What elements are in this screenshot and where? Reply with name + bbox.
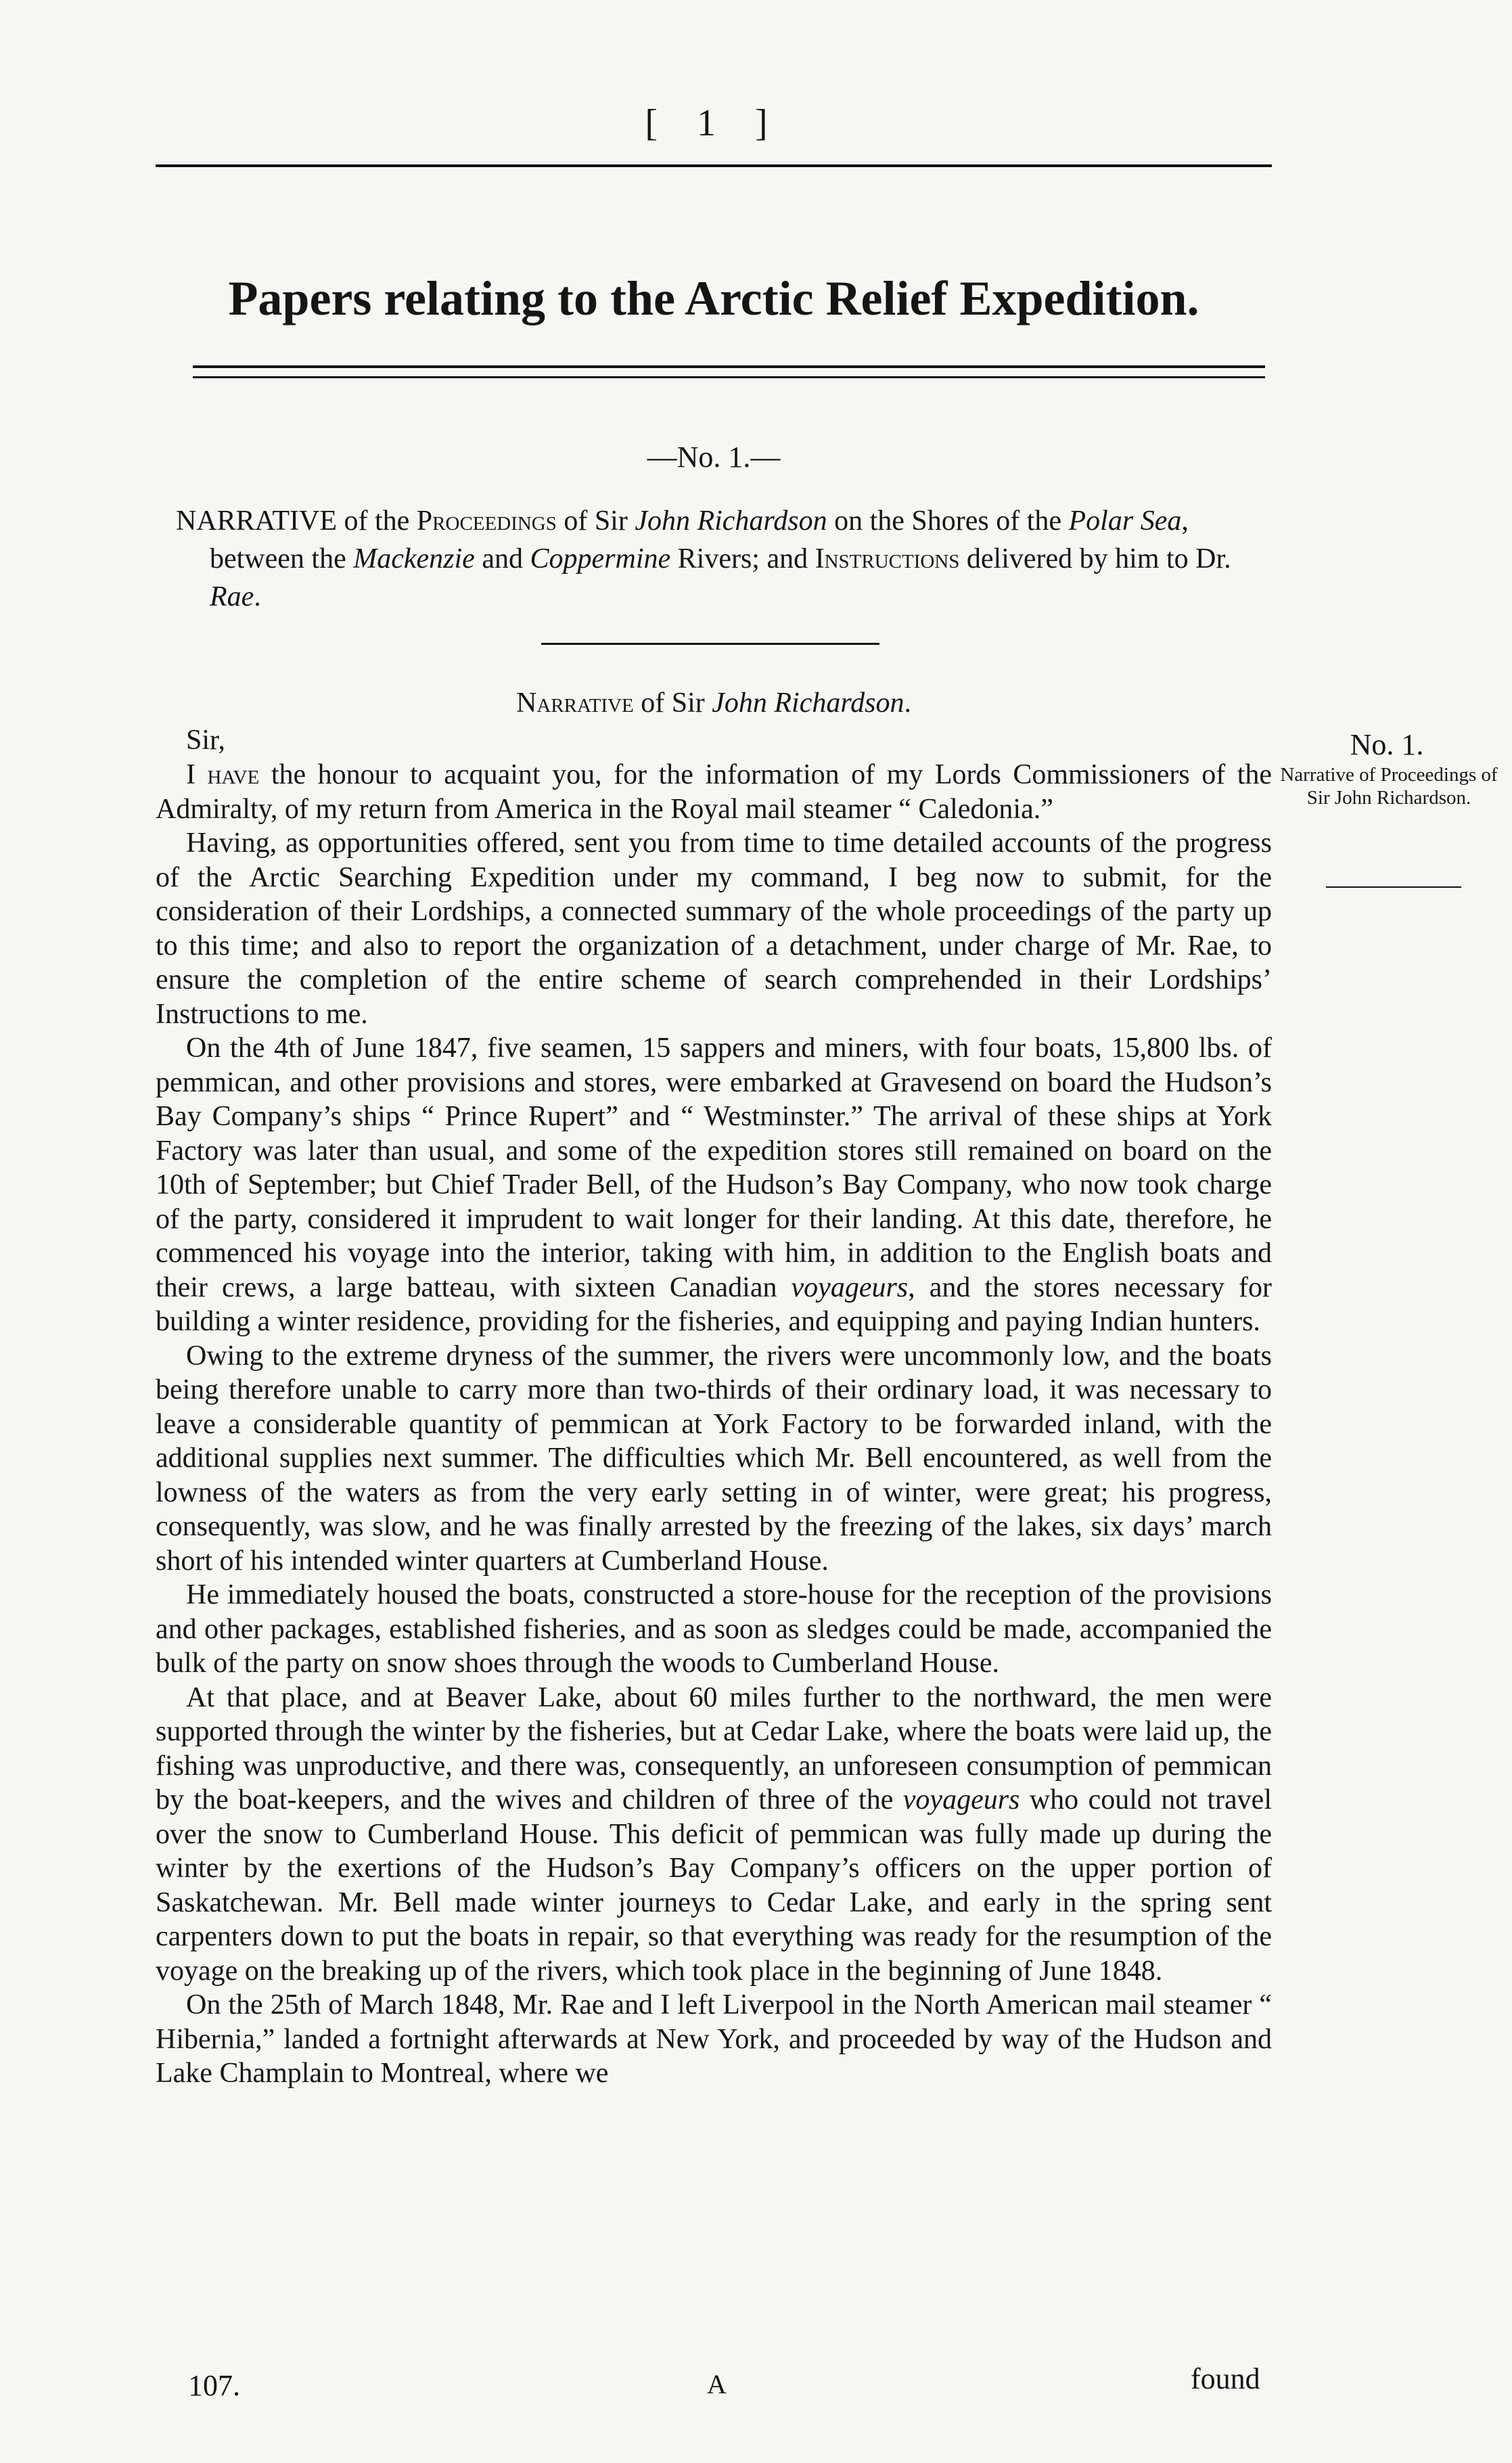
paragraph: On the 4th of June 1847, five seamen, 15 sappers and miners, with four boats, 15,800 lbs. of pemmican, and other provisions and stores, were embarked at Gravesend on board the Hudson’s Bay Company’s ships “ Prince Rupert” and “ Westminster.” The arrival of these ships at York Factory was later than usual, and some of the expedition stores still remained on board on the 10th of September; but Chief Trader Bell, of the Hudson’s Bay Company, who now took charge of the party, considered it imprudent to wait longer for their landing. At this date, therefore, he commenced his voyage into the interior, taking with him, in addition to the English boats and their crews, a large batteau, with sixteen Canadian voyageurs, and the stores necessary for building a winter residence, providing for the fisheries, and equipping and paying Indian hunters.: [156, 1033, 1272, 1337]
title-rule-upper: [193, 365, 1265, 368]
footer-signature-mark: A: [707, 2369, 727, 2399]
body-text: [156, 758, 1272, 2091]
header-rule: [156, 164, 1272, 167]
margin-note: Narrative of Proceedings of Sir John Richardson.: [1280, 764, 1498, 809]
margin-number: No. 1.: [1350, 728, 1424, 761]
margin-rule: [1326, 886, 1461, 888]
document-number: —No. 1.—: [647, 440, 781, 474]
section-subheading: Narrative of Sir John Richardson.: [516, 687, 911, 719]
salutation: Sir,: [186, 725, 225, 756]
footer-sheet-number: 107.: [188, 2369, 240, 2402]
page-title: Papers relating to the Arctic Relief Expedition.: [228, 271, 1199, 325]
page-number: [ 1 ]: [645, 102, 783, 144]
paragraph: At that place, and at Beaver Lake, about 60 miles further to the northward, the men were supported through the winter by the fisheries, but at Cedar Lake, where the boats were laid up, the fishing was unproductive, and there was, consequently, an unforeseen consumption of pemmican by the boat-keepers, and the wives and children of three of the voyageurs who could not travel over the snow to Cumberland House. This deficit of pemmican was fully made up during the winter by the exertions of the Hudson’s Bay Company’s officers on the upper portion of Saskatchewan. Mr. Bell made winter journeys to Cedar Lake, and early in the spring sent carpenters down to put the boats in repair, so that everything was ready for the resumption of the voyage on the breaking up of the rivers, which took place in the beginning of June 1848.: [156, 1681, 1272, 1987]
section-rule: [541, 643, 879, 645]
paragraph: He immediately housed the boats, constructed a store-house for the reception of the provisions and other packages, established fisheries, and as soon as sledges could be made, accompanied the bulk of the party on snow shoes through the woods to Cumberland House.: [156, 1579, 1272, 1679]
paragraph: On the 25th of March 1848, Mr. Rae and I left Liverpool in the North American mail steamer “ Hibernia,” landed a fortnight afterwards at New York, and proceeded by way of the Hudson and Lake Champlain to Montreal, where we: [156, 1989, 1272, 2089]
document-heading: NARRATIVE of the Proceedings of Sir John Richardson on the Shores of the Polar Sea, between the Mackenzie and Coppermine Rivers; and Instructions delivered by him to Dr. Rae.: [176, 505, 1231, 612]
footer-catchword: found: [1191, 2362, 1260, 2395]
paragraph: Having, as opportunities offered, sent you from time to time detailed accounts of the progress of the Arctic Searching Expedition under my command, I beg now to submit, for the consideration of their Lordships, a connected summary of the whole proceedings of the party up to this time; and also to report the organization of a detachment, under charge of Mr. Rae, to ensure the completion of the entire scheme of search comprehended in their Lordships’ Instructions to me.: [156, 828, 1272, 1030]
title-rule-lower: [193, 376, 1265, 378]
paragraph: I have the honour to acquaint you, for the information of my Lords Commissioners of the Admiralty, of my return from America in the Royal mail steamer “ Caledonia.”: [156, 759, 1273, 825]
paragraph: Owing to the extreme dryness of the summer, the rivers were uncommonly low, and the boats being therefore unable to carry more than two-thirds of their ordinary load, it was necessary to leave a considerable quantity of pemmican at York Factory to be forwarded inland, with the additional supplies next summer. The difficulties which Mr. Bell encountered, as well from the lowness of the waters as from the very early setting in of winter, were great; his progress, consequently, was slow, and he was finally arrested by the freezing of the lakes, six days’ march short of his intended winter quarters at Cumberland House.: [156, 1340, 1272, 1577]
